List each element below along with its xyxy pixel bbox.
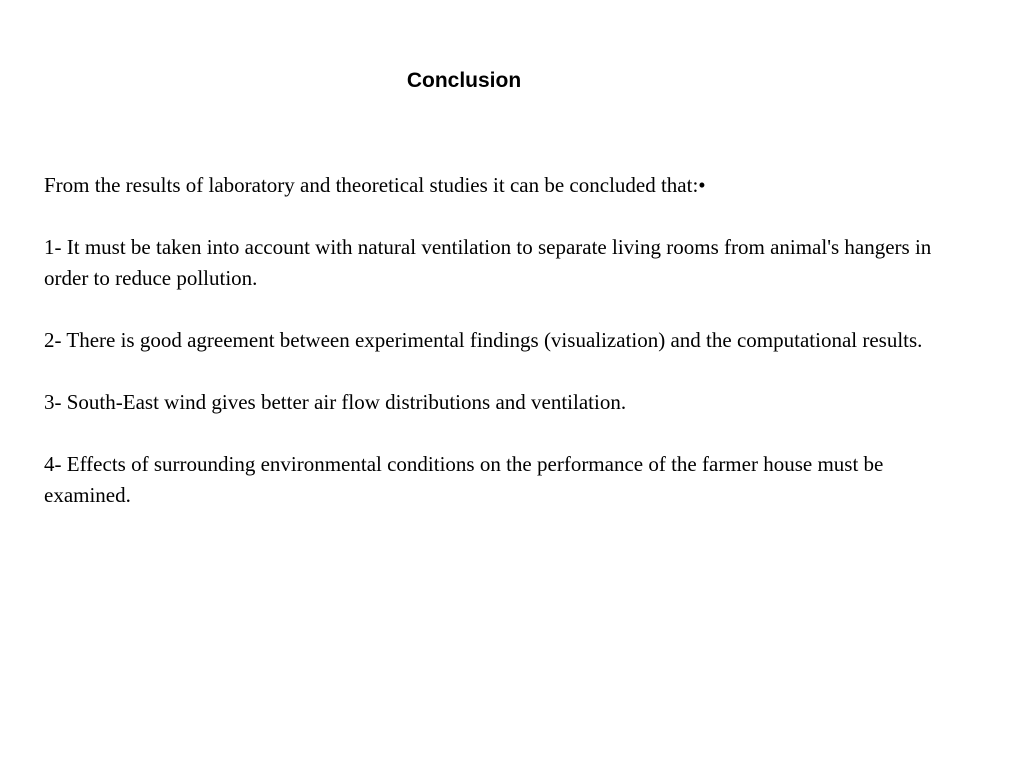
conclusion-point-1: 1- It must be taken into account with natural ventilation to separate living rooms from animal's hangers in order to reduce pollution.	[44, 235, 932, 290]
conclusion-point-3: 3- South-East wind gives better air flow distributions and ventilation.	[44, 390, 627, 414]
conclusion-point-4: 4- Effects of surrounding environmental conditions on the performance of the farmer house must be examined.	[44, 452, 884, 507]
conclusion-point-2: 2- There is good agreement between experimental findings (visualization) and the computational results.	[44, 328, 923, 352]
intro-paragraph: From the results of laboratory and theoretical studies it can be concluded that:•	[44, 173, 706, 197]
slide-title: Conclusion	[406, 69, 522, 92]
slide-body	[44, 170, 944, 542]
